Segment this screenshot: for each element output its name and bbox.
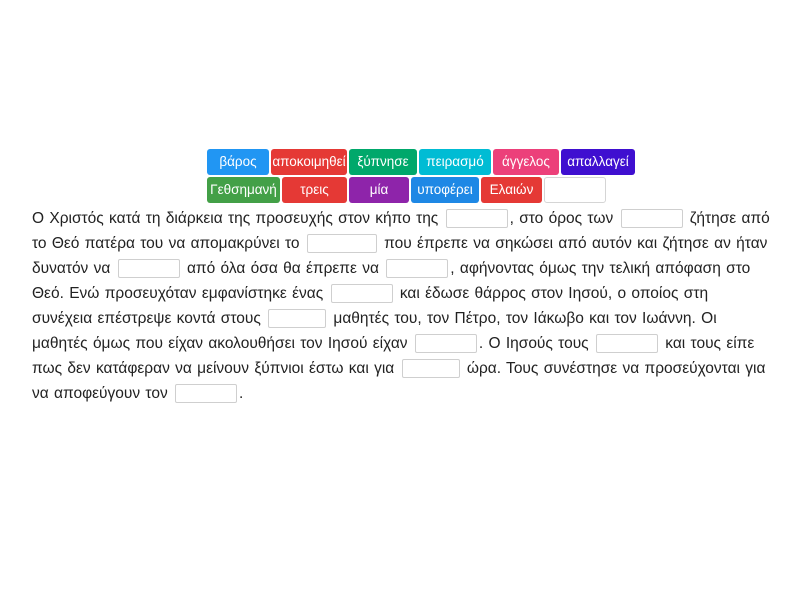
passage-text <box>32 206 772 406</box>
passage-text-run: . <box>239 385 244 402</box>
passage-text-run: και τους είπε πως δεν κατάφεραν να μείνουν ξύπνιοι έστω και για <box>32 335 755 377</box>
passage-text-run: . Ο Ιησούς τους <box>478 335 594 352</box>
answer-blank[interactable] <box>386 259 448 278</box>
passage-text-run: , στο όρος των <box>509 210 619 227</box>
passage-text-run: από όλα όσα θα έπρεπε να <box>181 260 385 277</box>
answer-blank[interactable] <box>446 209 508 228</box>
answer-blank[interactable] <box>307 234 377 253</box>
word-bank-row <box>207 149 635 175</box>
answer-blank[interactable] <box>331 284 393 303</box>
word-chip[interactable]: Ελαιών <box>481 177 542 203</box>
answer-blank[interactable] <box>415 334 477 353</box>
answer-blank[interactable] <box>175 384 237 403</box>
passage-text-run: , αφήνοντας όμως την τελική απόφαση στο Θεό. Ενώ προσευχόταν εμφανίστηκε ένας <box>32 260 751 302</box>
answer-blank[interactable] <box>621 209 683 228</box>
passage-text-run: και έδωσε θάρρος στον Ιησού, ο οποίος στη συνέχεια επέστρεψε κοντά στους <box>32 285 709 327</box>
word-chip-placeholder <box>544 177 606 203</box>
word-chip[interactable]: πειρασμό <box>419 149 491 175</box>
passage-text-run: ώρα. Τους συνέστησε να προσεύχονται για να αποφεύγουν τον <box>32 360 766 402</box>
word-chip[interactable]: απαλλαγεί <box>561 149 635 175</box>
word-chip[interactable]: αποκοιμηθεί <box>271 149 347 175</box>
word-chip[interactable]: τρεις <box>282 177 347 203</box>
word-chip[interactable]: υποφέρει <box>411 177 479 203</box>
passage-text-run: Ο Χριστός κατά τη διάρκεια της προσευχής στον κήπο της <box>32 210 444 227</box>
word-bank-row <box>207 177 635 203</box>
word-chip[interactable]: ξύπνησε <box>349 149 417 175</box>
word-chip[interactable]: μία <box>349 177 409 203</box>
word-chip[interactable]: άγγελος <box>493 149 559 175</box>
answer-blank[interactable] <box>402 359 460 378</box>
word-chip[interactable]: βάρος <box>207 149 269 175</box>
answer-blank[interactable] <box>268 309 326 328</box>
answer-blank[interactable] <box>596 334 658 353</box>
passage-text-run: που έπρεπε να σηκώσει από αυτόν και ζήτησε αν ήταν δυνατόν να <box>32 235 768 277</box>
passage-text-run: ζήτησε από το Θεό πατέρα του να απομακρύνει το <box>32 210 770 252</box>
answer-blank[interactable] <box>118 259 180 278</box>
word-chip[interactable]: Γεθσημανή <box>207 177 280 203</box>
word-bank <box>207 149 635 203</box>
passage-text-run: μαθητές του, τον Πέτρο, τον Ιάκωβο και τον Ιωάννη. Οι μαθητές όμως που είχαν ακολουθήσει τον Ιησού είχαν <box>32 310 717 352</box>
